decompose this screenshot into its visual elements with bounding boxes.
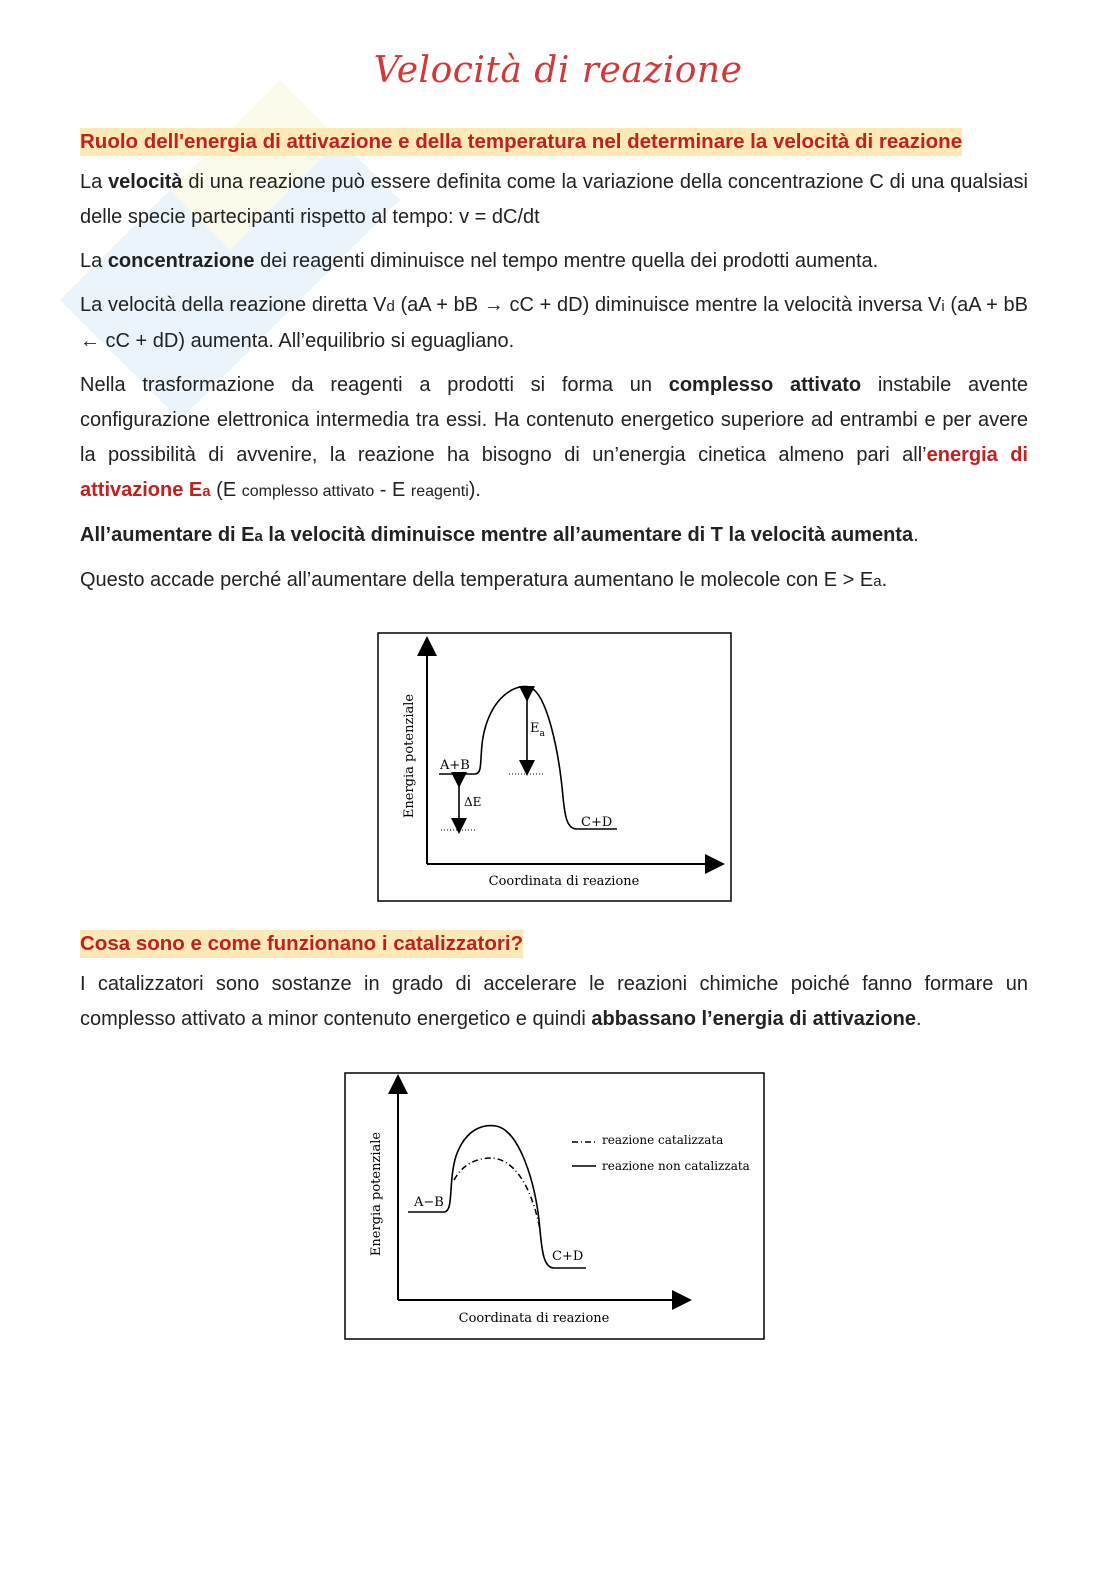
legend-catalyzed-label: reazione catalizzata [602,1133,724,1147]
paragraph-catalizzatori: I catalizzatori sono sostanze in grado di accelerare le reazioni chimiche poiché fanno formare un complesso attivato a minor contenuto energetico e quindi abbassano l’energia di attivazione. [80,973,1028,1030]
paragraph-complesso-attivato: Nella trasformazione da reagenti a prodotti si forma un complesso attivato instabile avente configurazione elettronica intermedia tra essi. Ha contenuto energetico superiore ad entrambi e per avere la possibilità di avvenire, la reazione ha bisogno di un’energia cinetica almeno pari all’energia di attivazione Ea (E complesso attivato - E reagenti). [80,374,1028,501]
paragraph-ea-temperatura: All’aumentare di Ea la velocità diminuisce mentre all’aumentare di T la velocità aumenta. [80,524,919,546]
section-1-heading: Ruolo dell'energia di attivazione e della temperatura nel determinare la velocità di reazione [80,128,962,156]
figure-1-ylabel: Energia potenziale [402,693,417,819]
figure-catalysis-diagram [344,1072,765,1340]
figure-1-products: C+D [581,815,613,830]
section-2 [80,930,1028,1037]
paragraph-equilibrio: La velocità della reazione diretta Vd (aA + bB → cC + dD) diminuisce mentre la velocità inversa Vi (aA + bB ← cC + dD) aumenta. All’equilibrio si eguagliano. [80,294,1028,352]
section-2-heading: Cosa sono e come funzionano i catalizzatori? [80,930,523,958]
figure-1-frame [378,633,731,901]
paragraph-concentrazione: La concentrazione dei reagenti diminuisce nel tempo mentre quella dei prodotti aumenta. [80,250,879,272]
figure-1-reactants: A+B [440,758,470,773]
page-title: Velocità di reazione [373,50,743,91]
paragraph-velocita: La velocità di una reazione può essere definita come la variazione della concentrazione C di una qualsiasi delle specie partecipanti rispetto al tempo: v = dC/dt [80,171,1028,228]
figure-2-reactants: A−B [414,1195,444,1210]
figure-1-ea: $E_a$ [530,721,545,739]
paragraph-molecole: Questo accade perché all’aumentare della temperatura aumentano le molecole con E > Ea. [80,569,888,591]
figure-1-delta-e: ΔE [464,795,482,809]
figure-2-xlabel: Coordinata di reazione [458,1311,610,1326]
figure-2-ylabel: Energia potenziale [369,1131,384,1257]
figure-energy-diagram [377,632,732,902]
legend-uncatalyzed-label: reazione non catalizzata [602,1159,750,1173]
section-1 [80,128,1028,599]
figure-2-products: C+D [552,1249,584,1264]
figure-1-xlabel: Coordinata di reazione [488,874,640,889]
